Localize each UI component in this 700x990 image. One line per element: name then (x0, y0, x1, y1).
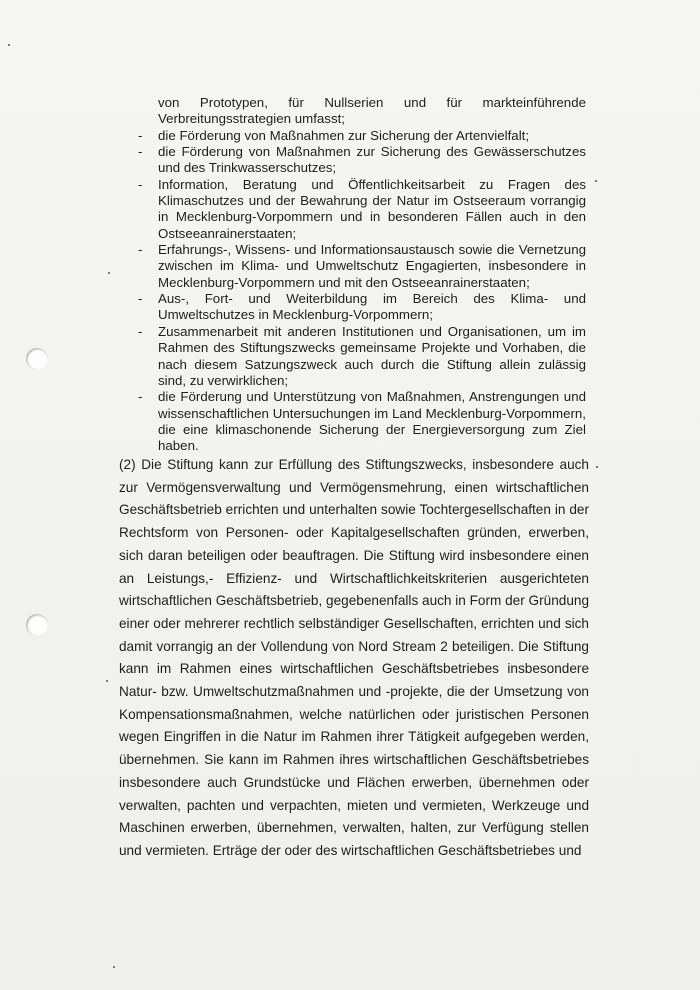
list-dash: - (138, 389, 143, 405)
list-item-text: von Prototypen, für Nullserien und für markteinführende Verbreitungsstrategien umfasst; (158, 95, 586, 127)
punch-hole-top (26, 348, 48, 370)
scan-speck (113, 966, 115, 968)
list-item-text: Aus-, Fort- und Weiterbildung im Bereich des Klima- und Umweltschutzes in Mecklenburg-Vorpommern; (158, 291, 586, 323)
list-dash: - (138, 291, 143, 307)
list-item-text: Erfahrungs-, Wissens- und Informationsaustausch sowie die Vernetzung zwischen im Klima- und Umweltschutz Engagierten, insbesondere in Mecklenburg-Vorpommern und mit den Ostseeanrainerstaaten; (158, 242, 586, 290)
list-item (124, 128, 586, 144)
list-item (124, 242, 586, 291)
punch-hole-bottom (26, 614, 48, 636)
scan-speck (8, 44, 10, 46)
list-dash: - (138, 127, 143, 143)
list-item (124, 291, 586, 324)
list-dash: - (138, 144, 143, 160)
list-item (124, 389, 586, 454)
list-dash: - (138, 176, 143, 192)
scan-speck (108, 272, 110, 274)
list-item (124, 95, 586, 128)
list-item-text: die Förderung von Maßnahmen zur Sicherung der Artenvielfalt; (158, 127, 530, 143)
list-item-text: die Förderung von Maßnahmen zur Sicherung des Gewässerschutzes und des Trinkwasserschutzes; (158, 144, 586, 176)
scan-speck (596, 466, 598, 468)
list-item (124, 177, 586, 242)
purpose-list (124, 95, 586, 455)
list-item-text: die Förderung und Unterstützung von Maßnahmen, Anstrengungen und wissenschaftlichen Untersuchungen im Land Mecklenburg-Vorpommern, die eine klimaschonende Sicherung der Energieversorgung zum Ziel haben. (158, 389, 586, 454)
list-item-text: Zusammenarbeit mit anderen Institutionen und Organisationen, um im Rahmen des Stiftungszwecks gemeinsame Projekte und Vorhaben, die nach diesem Satzungszweck auch durch die Stiftung allein zulässig sind, zu verwirklichen; (158, 323, 586, 388)
list-item-text: Information, Beratung und Öffentlichkeitsarbeit zu Fragen des Klimaschutzes und der Bewahrung der Natur im Ostseeraum vorrangig in Mecklenburg-Vorpommern und in besonderen Fällen auch in den Ostseeanrainerstaaten; (158, 176, 586, 241)
paragraph-2: (2) Die Stiftung kann zur Erfüllung des Stiftungszwecks, insbesondere auch zur Vermögensverwaltung und Vermögensmehrung, einen wirtschaftlichen Geschäftsbetrieb errichten und unterhalten sowie Tochtergesellschaften in der Rechtsform von Personen- oder Kapitalgesellschaften gründen, erwerben, sich daran beteiligen oder beauftragen. Die Stiftung wird insbesondere einen an Leistungs,- Effizienz- und Wirtschaftlichkeitskriterien ausgerichteten wirtschaftlichen Geschäftsbetrieb, gegebenenfalls auch in Form der Gründung einer oder mehrerer rechtlich selbständiger Gesellschaften, errichten und sich damit vorrangig an der Vollendung von Nord Stream 2 beteiligen. Die Stiftung kann im Rahmen eines wirtschaftlichen Geschäftsbetriebes insbesondere Natur- bzw. Umweltschutzmaßnahmen und -projekte, die der Umsetzung von Kompensationsmaßnahmen, welche natürlichen oder juristischen Personen wegen Eingriffen in die Natur im Rahmen ihrer Tätigkeit aufgegeben werden, übernehmen. Sie kann im Rahmen ihres wirtschaftlichen Geschäftsbetriebes insbesondere auch Grundstücke und Flächen erwerben, übernehmen oder verwalten, pachten und verpachten, mieten und vermieten, Werkzeuge und Maschinen erwerben, übernehmen, verwalten, halten, zur Verfügung stellen und vermieten. Erträge der oder des wirtschaftlichen Geschäftsbetriebes und (119, 457, 589, 858)
list-dash: - (138, 242, 143, 258)
scan-speck (595, 180, 597, 182)
list-item (124, 144, 586, 177)
list-item (124, 324, 586, 389)
scan-speck (106, 680, 108, 682)
list-dash: - (138, 323, 143, 339)
